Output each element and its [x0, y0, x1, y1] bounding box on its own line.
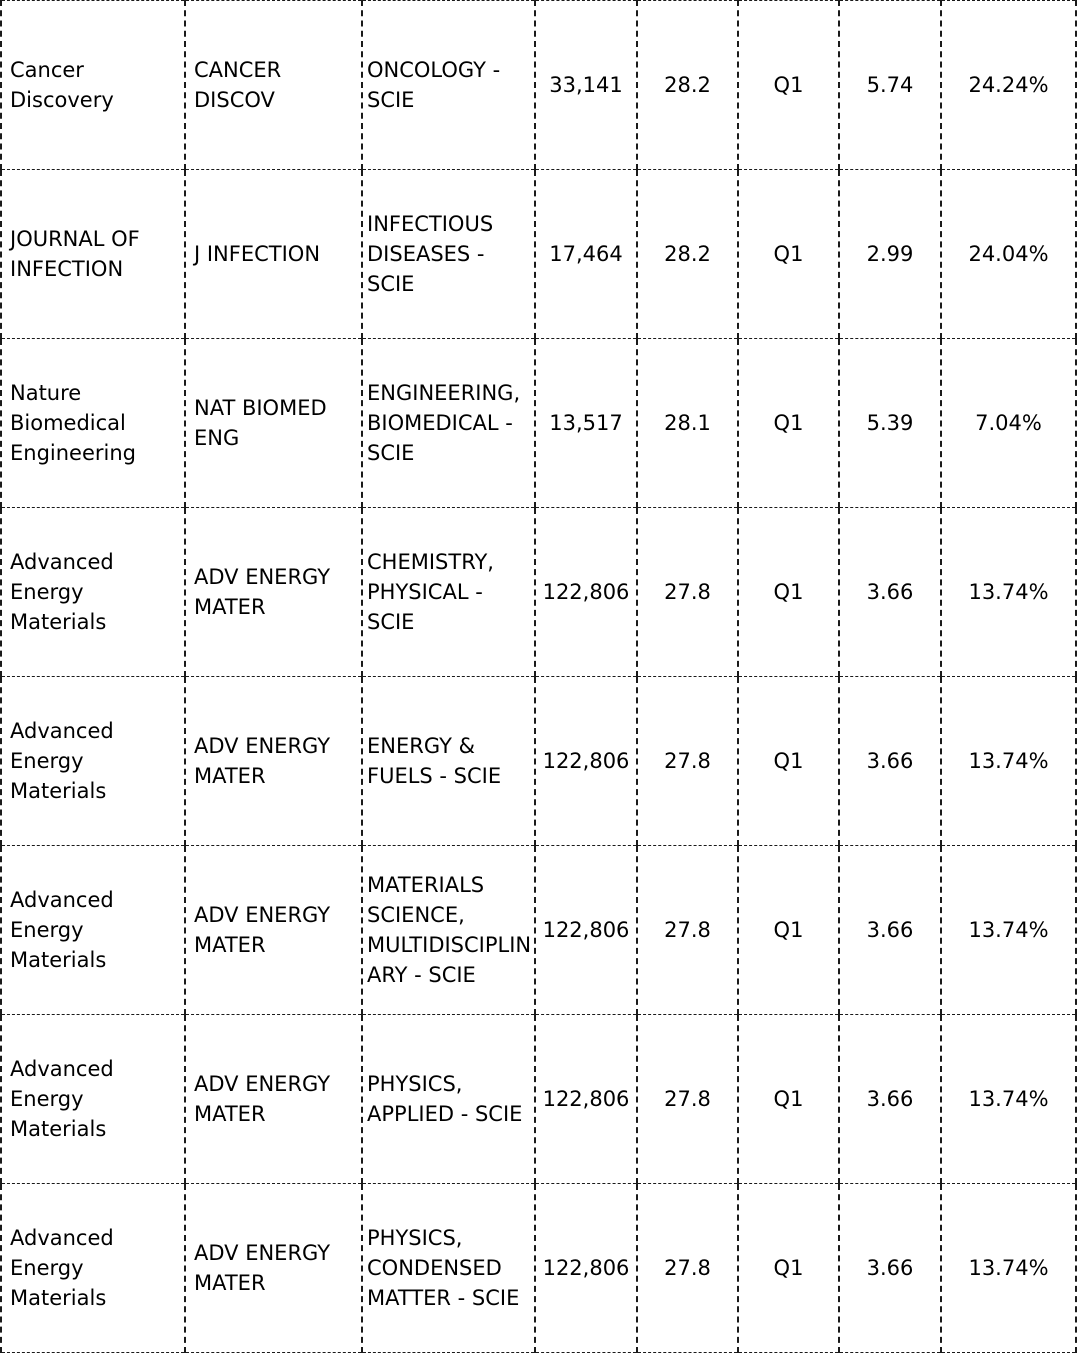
impact-factor-cell: 28.1: [637, 339, 738, 508]
category-cell: PHYSICS, CONDENSED MATTER - SCIE: [362, 1184, 535, 1353]
open-access-cell: 24.04%: [941, 170, 1076, 339]
jci-cell: 5.74: [839, 1, 941, 170]
citations-cell: 122,806: [535, 677, 637, 846]
jci-cell: 5.39: [839, 339, 941, 508]
quartile-cell: Q1: [738, 1015, 839, 1184]
category-cell: ENGINEERING, BIOMEDICAL - SCIE: [362, 339, 535, 508]
open-access-cell: 13.74%: [941, 508, 1076, 677]
open-access-cell: 13.74%: [941, 846, 1076, 1015]
journal-name-cell: JOURNAL OF INFECTION: [1, 170, 185, 339]
category-cell: CHEMISTRY, PHYSICAL - SCIE: [362, 508, 535, 677]
quartile-cell: Q1: [738, 677, 839, 846]
table-row: [1, 339, 1076, 508]
citations-cell: 13,517: [535, 339, 637, 508]
table-row: [1, 508, 1076, 677]
quartile-cell: Q1: [738, 1184, 839, 1353]
table-row: [1, 846, 1076, 1015]
journal-abbreviation-cell: CANCER DISCOV: [185, 1, 362, 170]
open-access-cell: 13.74%: [941, 677, 1076, 846]
quartile-cell: Q1: [738, 508, 839, 677]
journal-name-cell: Cancer Discovery: [1, 1, 185, 170]
citations-cell: 33,141: [535, 1, 637, 170]
citations-cell: 122,806: [535, 508, 637, 677]
impact-factor-cell: 27.8: [637, 1184, 738, 1353]
journal-abbreviation-cell: ADV ENERGY MATER: [185, 677, 362, 846]
jci-cell: 3.66: [839, 1015, 941, 1184]
open-access-cell: 24.24%: [941, 1, 1076, 170]
journal-name-cell: Advanced Energy Materials: [1, 508, 185, 677]
table-row: [1, 1015, 1076, 1184]
open-access-cell: 13.74%: [941, 1184, 1076, 1353]
quartile-cell: Q1: [738, 1, 839, 170]
citations-cell: 17,464: [535, 170, 637, 339]
impact-factor-cell: 27.8: [637, 677, 738, 846]
jci-cell: 3.66: [839, 508, 941, 677]
journal-name-cell: Advanced Energy Materials: [1, 846, 185, 1015]
citations-cell: 122,806: [535, 1015, 637, 1184]
jci-cell: 3.66: [839, 846, 941, 1015]
category-cell: ENERGY & FUELS - SCIE: [362, 677, 535, 846]
journal-name-cell: Nature Biomedical Engineering: [1, 339, 185, 508]
table-row: [1, 677, 1076, 846]
category-cell: MATERIALS SCIENCE, MULTIDISCIPLINARY - SCIE: [362, 846, 535, 1015]
category-cell: INFECTIOUS DISEASES - SCIE: [362, 170, 535, 339]
citations-cell: 122,806: [535, 1184, 637, 1353]
impact-factor-cell: 27.8: [637, 846, 738, 1015]
quartile-cell: Q1: [738, 339, 839, 508]
journal-abbreviation-cell: ADV ENERGY MATER: [185, 1184, 362, 1353]
impact-factor-cell: 27.8: [637, 1015, 738, 1184]
table-row: [1, 1184, 1076, 1353]
quartile-cell: Q1: [738, 846, 839, 1015]
journal-name-cell: Advanced Energy Materials: [1, 1015, 185, 1184]
journal-abbreviation-cell: ADV ENERGY MATER: [185, 1015, 362, 1184]
jci-cell: 2.99: [839, 170, 941, 339]
table-row: [1, 170, 1076, 339]
impact-factor-cell: 28.2: [637, 1, 738, 170]
open-access-cell: 7.04%: [941, 339, 1076, 508]
journal-abbreviation-cell: NAT BIOMED ENG: [185, 339, 362, 508]
quartile-cell: Q1: [738, 170, 839, 339]
journal-name-cell: Advanced Energy Materials: [1, 1184, 185, 1353]
journal-abbreviation-cell: J INFECTION: [185, 170, 362, 339]
table-body: [1, 1, 1076, 1353]
impact-factor-cell: 28.2: [637, 170, 738, 339]
category-cell: ONCOLOGY - SCIE: [362, 1, 535, 170]
impact-factor-cell: 27.8: [637, 508, 738, 677]
journal-abbreviation-cell: ADV ENERGY MATER: [185, 508, 362, 677]
journal-abbreviation-cell: ADV ENERGY MATER: [185, 846, 362, 1015]
journal-name-cell: Advanced Energy Materials: [1, 677, 185, 846]
jci-cell: 3.66: [839, 677, 941, 846]
category-cell: PHYSICS, APPLIED - SCIE: [362, 1015, 535, 1184]
open-access-cell: 13.74%: [941, 1015, 1076, 1184]
jci-cell: 3.66: [839, 1184, 941, 1353]
citations-cell: 122,806: [535, 846, 637, 1015]
table-row: [1, 1, 1076, 170]
